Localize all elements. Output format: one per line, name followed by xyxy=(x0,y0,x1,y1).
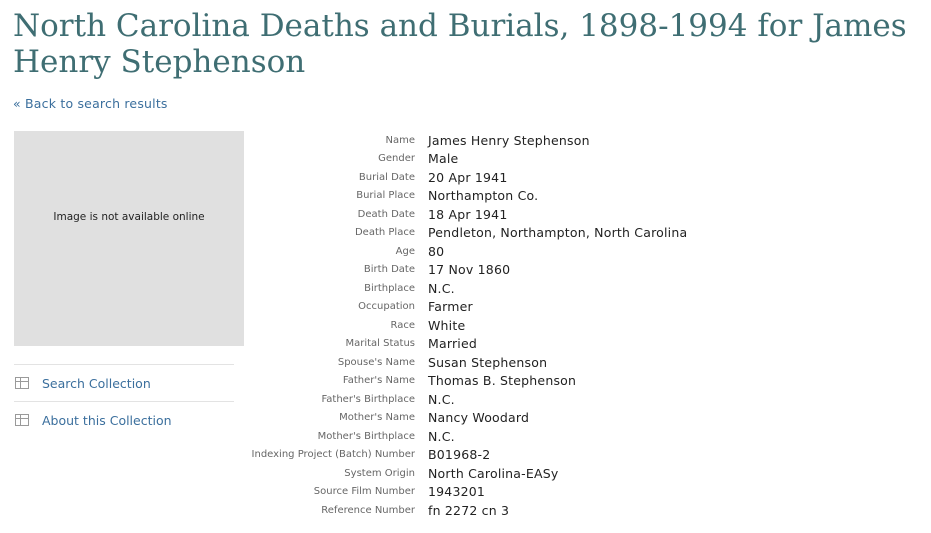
field-label: Indexing Project (Batch) Number xyxy=(251,449,415,461)
field-value: Thomas B. Stephenson xyxy=(428,373,577,389)
field-value: N.C. xyxy=(428,391,455,407)
record-row xyxy=(240,353,687,372)
record-row xyxy=(240,409,687,428)
record-row xyxy=(240,205,687,224)
field-label: Birthplace xyxy=(364,282,415,294)
record-row xyxy=(240,427,687,446)
record-row xyxy=(240,187,687,206)
about-collection-link[interactable] xyxy=(14,401,234,438)
record-row xyxy=(240,464,687,483)
record-details-table xyxy=(240,131,687,520)
record-row xyxy=(240,501,687,520)
field-value: Pendleton, Northampton, North Carolina xyxy=(428,225,688,241)
field-label: Occupation xyxy=(358,301,415,313)
table-icon xyxy=(15,377,29,389)
record-row xyxy=(240,483,687,502)
field-value: 20 Apr 1941 xyxy=(428,169,508,185)
record-image-placeholder xyxy=(14,131,244,346)
record-row xyxy=(240,446,687,465)
record-row xyxy=(240,261,687,280)
field-label: System Origin xyxy=(344,467,415,479)
field-label: Burial Place xyxy=(356,190,415,202)
field-label: Gender xyxy=(378,153,415,165)
sidebar-links xyxy=(14,364,234,438)
field-label: Source Film Number xyxy=(313,486,415,498)
record-row xyxy=(240,242,687,261)
field-label: Reference Number xyxy=(321,504,415,516)
field-value: 17 Nov 1860 xyxy=(428,262,511,278)
field-value: 1943201 xyxy=(428,484,486,500)
field-value: fn 2272 cn 3 xyxy=(428,502,510,518)
field-label: Death Place xyxy=(354,227,415,239)
record-row xyxy=(240,131,687,150)
field-value: Northampton Co. xyxy=(428,188,539,204)
field-label: Race xyxy=(390,319,415,331)
field-value: James Henry Stephenson xyxy=(428,132,590,148)
record-row xyxy=(240,390,687,409)
record-row xyxy=(240,168,687,187)
field-value: N.C. xyxy=(428,280,455,296)
field-label: Spouse's Name xyxy=(337,356,415,368)
image-unavailable-text: Image is not available online xyxy=(53,210,205,223)
record-row xyxy=(240,316,687,335)
record-row xyxy=(240,150,687,169)
field-value: 80 xyxy=(428,243,445,259)
field-label: Birth Date xyxy=(363,264,415,276)
back-to-search-results-link[interactable]: « Back to search results xyxy=(13,96,168,111)
table-icon xyxy=(15,414,29,426)
record-row xyxy=(240,298,687,317)
page-title: North Carolina Deaths and Burials, 1898-1994 for James Henry Stephenson xyxy=(13,8,907,80)
field-label: Age xyxy=(395,245,415,257)
field-value: Married xyxy=(428,336,478,352)
record-row xyxy=(240,224,687,243)
field-value: Susan Stephenson xyxy=(428,354,548,370)
field-value: North Carolina-EASy xyxy=(428,465,559,481)
record-row xyxy=(240,279,687,298)
field-value: 18 Apr 1941 xyxy=(428,206,508,222)
field-value: Farmer xyxy=(428,299,473,315)
record-row xyxy=(240,372,687,391)
field-label: Marital Status xyxy=(345,338,415,350)
field-label: Death Date xyxy=(357,208,415,220)
field-label: Mother's Name xyxy=(339,412,415,424)
field-label: Father's Name xyxy=(342,375,415,387)
search-collection-label: Search Collection xyxy=(42,375,151,391)
record-row xyxy=(240,335,687,354)
field-value: B01968-2 xyxy=(428,447,491,463)
field-value: White xyxy=(428,317,466,333)
field-label: Name xyxy=(385,134,415,146)
field-label: Father's Birthplace xyxy=(321,393,415,405)
field-value: N.C. xyxy=(428,428,455,444)
about-collection-label: About this Collection xyxy=(42,412,172,428)
field-label: Mother's Birthplace xyxy=(317,430,415,442)
field-label: Burial Date xyxy=(358,171,415,183)
field-value: Nancy Woodard xyxy=(428,410,530,426)
search-collection-link[interactable] xyxy=(14,364,234,401)
field-value: Male xyxy=(428,151,459,167)
